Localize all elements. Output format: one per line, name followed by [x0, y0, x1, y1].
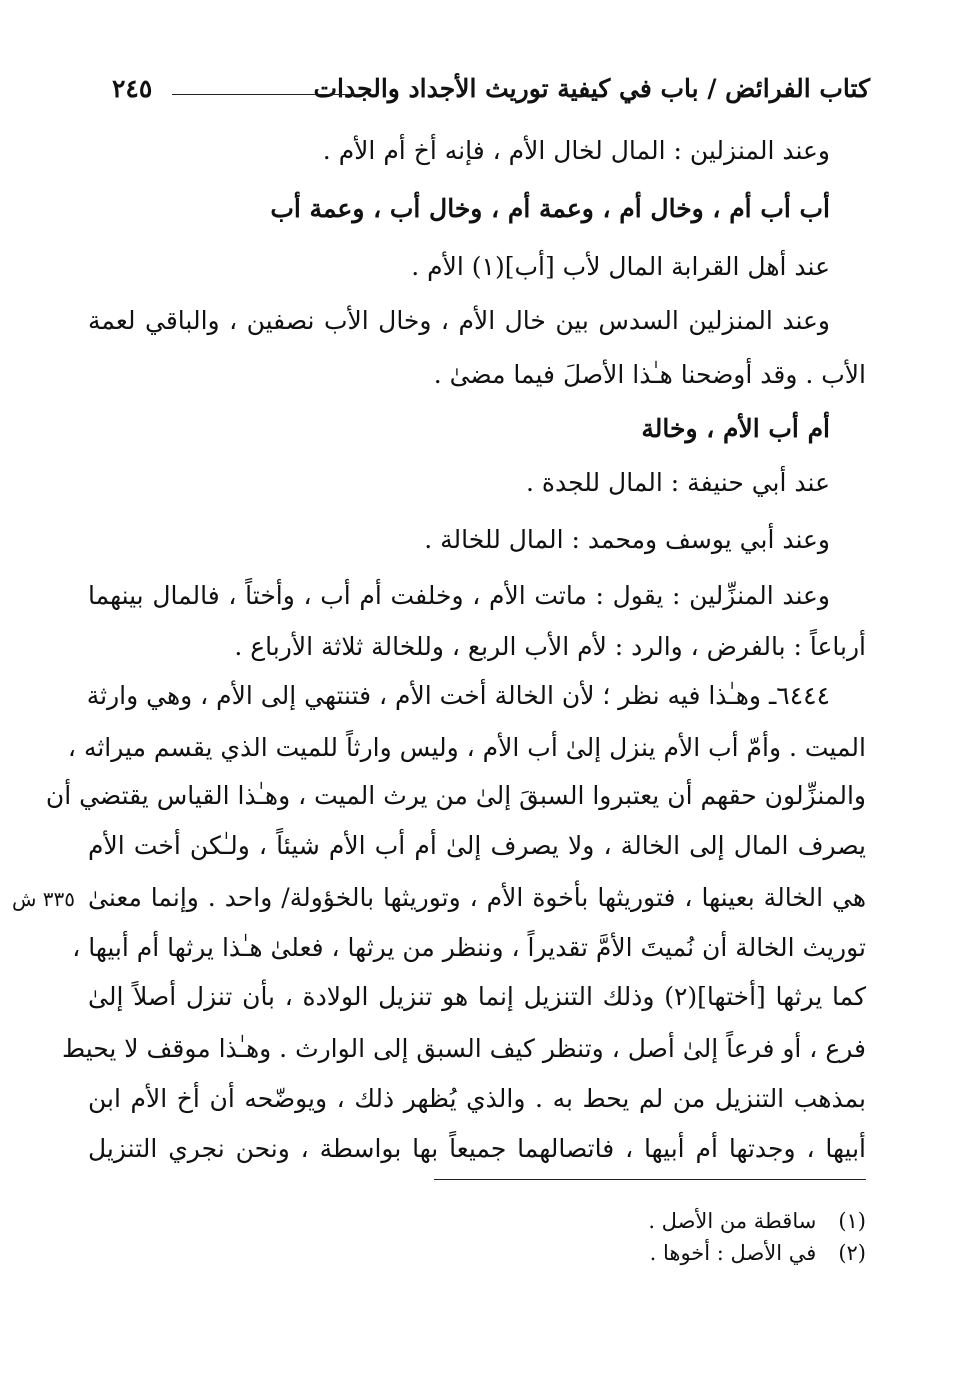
text-line: توريث الخالة أن نُميتَ الأمَّ تقديراً ، وننظر من يرثها ، فعلىٰ هـٰذا يرثها أم أبيها ، — [72, 933, 866, 962]
running-header — [112, 70, 870, 114]
text-line: الأب . وقد أوضحنا هـٰذا الأصلَ فيما مضىٰ . — [433, 360, 866, 389]
text-line: والمنزِّلون حقهم أن يعتبروا السبقَ إلىٰ من يرث الميت ، وهـٰذا القياس يقتضي أن — [45, 781, 866, 810]
header-rule — [172, 94, 364, 95]
text-line: أرباعاً : بالفرض ، والرد : لأم الأب الربع ، وللخالة ثلاثة الأرباع . — [234, 632, 866, 661]
page-number: ٢٤٥ — [112, 74, 153, 103]
text-line: وعند المنزلين السدس بين خال الأم ، وخال الأب نصفين ، والباقي لعمة — [88, 306, 830, 335]
text-line: يصرف المال إلى الخالة ، ولا يصرف إلىٰ أم أب الأم شيئاً ، ولـٰكن أخت الأم — [88, 831, 866, 860]
footnote-number: (٢) — [838, 1241, 866, 1265]
text-line: وعند المنزِّلين : يقول : ماتت الأم ، وخلفت أم أب ، وأختاً ، فالمال بينهما — [88, 581, 830, 610]
text-line: عند أبي حنيفة : المال للجدة . — [525, 468, 830, 497]
header-title: كتاب الفرائض / باب في كيفية توريث الأجداد والجدات — [313, 74, 870, 103]
footnote-rule — [434, 1179, 866, 1180]
text-line: وعند أبي يوسف ومحمد : المال للخالة . — [424, 525, 830, 554]
margin-note: ٣٣٥ ش — [12, 887, 76, 911]
text-line: عند أهل القرابة المال لأب [أب](١) الأم . — [411, 252, 830, 281]
footnote-1 — [648, 1206, 866, 1236]
footnote-text: في الأصل : أخوها . — [649, 1241, 817, 1265]
text-line: ٦٤٤٤ـ وهـٰذا فيه نظر ؛ لأن الخالة أخت الأم ، فتنتهي إلى الأم ، وهي وارثة — [86, 681, 830, 710]
text-line-heading: أم أب الأم ، وخالة — [641, 414, 830, 443]
text-line: الميت . وأمّ أب الأم ينزل إلىٰ أب الأم ، وليس وارثاً للميت الذي يقسم ميراثه ، — [67, 733, 866, 762]
footnote-2 — [650, 1238, 866, 1268]
text-line: وعند المنزلين : المال لخال الأم ، فإنه أخ أم الأم . — [322, 136, 830, 165]
text-line: بمذهب التنزيل من لم يحط به . والذي يُظهر ذلك ، ويوضّحه أن أخ الأم ابن — [88, 1084, 866, 1113]
text-line: فرع ، أو فرعاً إلىٰ أصل ، وتنظر كيف السبق إلى الوارث . وهـٰذا موقف لا يحيط — [61, 1034, 866, 1063]
text-line: كما يرثها [أختها](٢) وذلك التنزيل إنما هو تنزيل الولادة ، بأن تنزل أصلاً إلىٰ — [88, 982, 867, 1011]
footnote-text: ساقطة من الأصل . — [648, 1209, 817, 1233]
text-line-heading: أب أب أم ، وخال أم ، وعمة أم ، وخال أب ، وعمة أب — [270, 194, 830, 223]
text-line: هي الخالة بعينها ، فتوريثها بأخوة الأم ، وتوريثها بالخؤولة/ واحد . وإنما معنىٰ — [88, 883, 866, 912]
footnote-number: (١) — [838, 1209, 866, 1233]
text-line: أبيها ، وجدتها أم أبيها ، فاتصالهما جميعاً بها بواسطة ، ونحن نجري التنزيل — [88, 1134, 866, 1163]
